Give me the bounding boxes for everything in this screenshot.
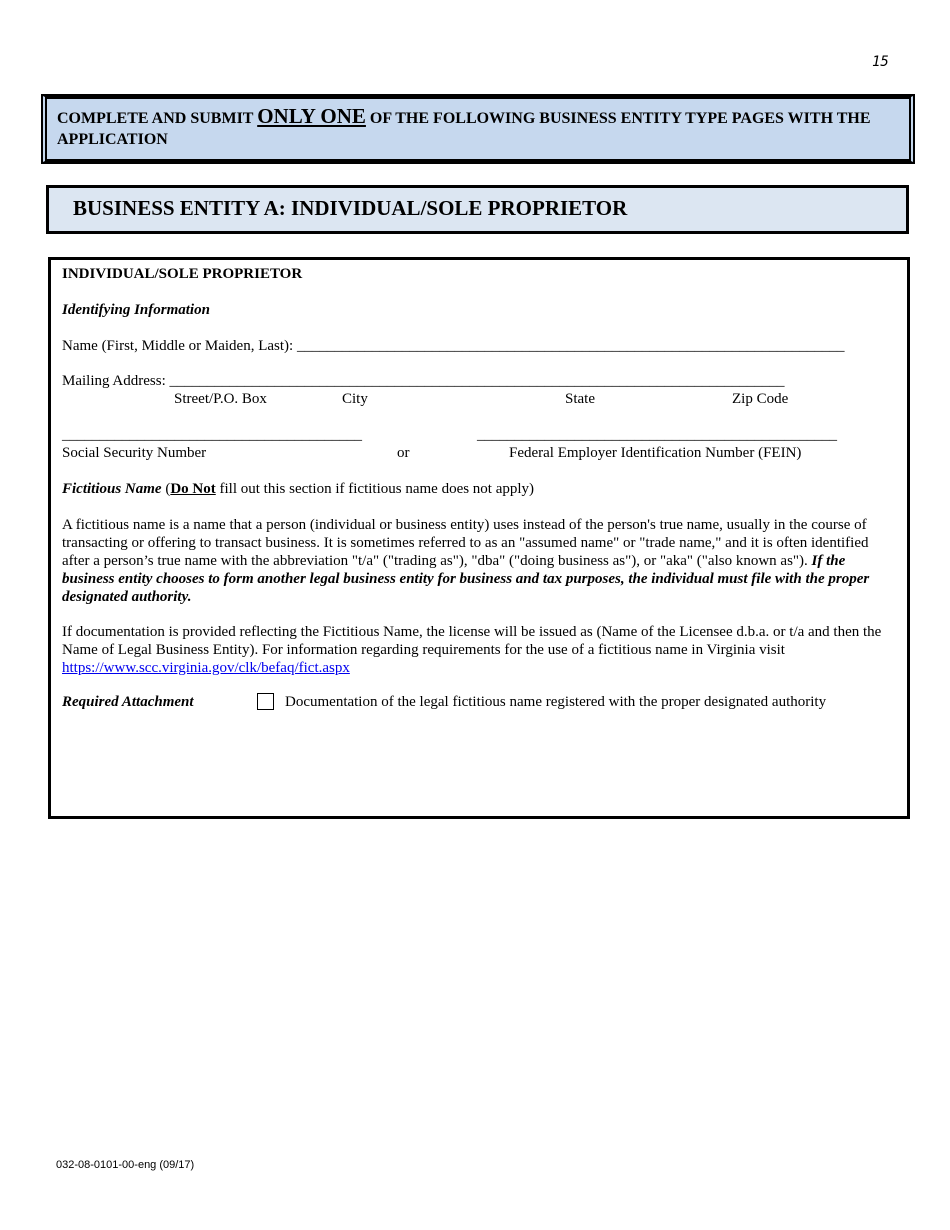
name-label: Name (First, Middle or Maiden, Last):	[62, 338, 294, 354]
fein-label: Federal Employer Identification Number (FEIN)	[509, 445, 802, 461]
required-attachment-label: Required Attachment	[62, 694, 194, 710]
name-input-line[interactable]: _________________________________________________________________________	[296, 338, 845, 354]
banner-emphasis: ONLY ONE	[257, 104, 366, 128]
fictitious-definition-paragraph	[62, 516, 892, 606]
fictitious-heading-row	[62, 481, 534, 498]
entity-title: BUSINESS ENTITY A: INDIVIDUAL/SOLE PROPRIETOR	[73, 196, 628, 220]
banner-suffix: OF THE FOLLOWING BUSINESS ENTITY TYPE PAGES WITH THE APPLICATION	[57, 110, 871, 148]
mailing-field-row	[62, 373, 785, 390]
state-sublabel: State	[565, 391, 595, 407]
mailing-label: Mailing Address:	[62, 373, 166, 389]
city-sublabel: City	[342, 391, 368, 407]
page-number: 15	[872, 54, 889, 70]
identifying-heading: Identifying Information	[62, 302, 210, 318]
fictitious-open-paren: (	[161, 481, 171, 497]
attachment-checkbox[interactable]	[257, 693, 274, 710]
banner-prefix: COMPLETE AND SUBMIT	[57, 110, 258, 127]
do-not-label: Do Not	[170, 481, 216, 497]
fictitious-heading: Fictitious Name	[62, 481, 162, 497]
mailing-input-line[interactable]: __________________________________________________________________________________	[169, 373, 785, 389]
ssn-label: Social Security Number	[62, 445, 207, 461]
scc-virginia-link[interactable]: https://www.scc.virginia.gov/clk/befaq/fict.aspx	[62, 660, 350, 676]
definition-text: A fictitious name is a name that a person (individual or business entity) uses instead of the person's true name, usually in the course of transacting or offering to transact business. It is sometimes referred to as an "assumed name" or "trade name," and it is often identified after a person’s true name with the abbreviation "t/a" ("trading as"), "dba" ("doing business as"), or "aka" ("also known as").	[62, 517, 869, 569]
section-heading: INDIVIDUAL/SOLE PROPRIETOR	[62, 266, 303, 282]
definition-bold-text: If the business entity chooses to form another legal business entity for business and tax purposes, the individual must file with the proper designated authority.	[62, 553, 870, 605]
name-field-row	[62, 338, 844, 355]
entity-title-box	[46, 185, 909, 234]
documentation-paragraph	[62, 623, 892, 677]
instruction-banner	[41, 94, 915, 164]
documentation-text: If documentation is provided reflecting the Fictitious Name, the license will be issued as (Name of the Licensee d.b.a. or t/a and then the Name of Legal Business Entity). For information regarding requirements for the use of a fictitious name in Virginia visit	[62, 624, 882, 658]
ssn-input-line[interactable]: ________________________________________	[62, 427, 362, 443]
fein-input-line[interactable]: ________________________________________________	[477, 427, 837, 443]
or-label: or	[397, 445, 410, 461]
street-sublabel: Street/P.O. Box	[174, 391, 267, 407]
checkbox-label: Documentation of the legal fictitious name registered with the proper designated authority	[285, 694, 827, 710]
form-number-footer: 032-08-0101-00-eng (09/17)	[56, 1159, 195, 1171]
fictitious-heading-rest: fill out this section if fictitious name does not apply)	[215, 481, 535, 497]
zip-sublabel: Zip Code	[732, 391, 789, 407]
